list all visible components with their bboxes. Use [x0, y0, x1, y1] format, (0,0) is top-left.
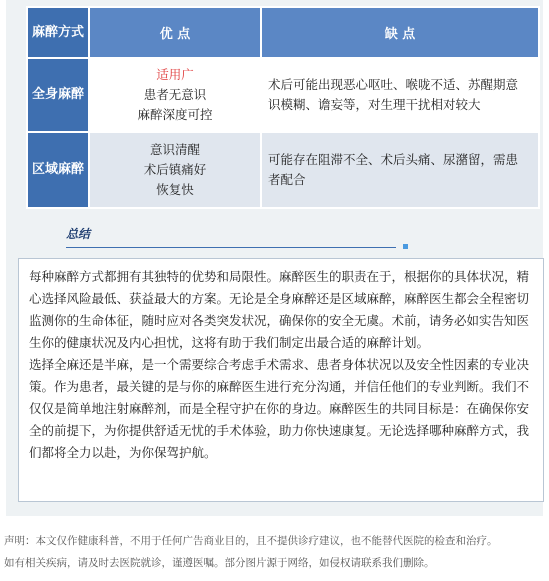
pro-item: 恢复快	[156, 182, 194, 197]
disclaimer-line: 声明：本文仅作健康科普，不用于任何广告商业目的，且不提供诊疗建议，也不能替代医院的检查和治疗。	[4, 535, 498, 547]
summary-paragraph: 每种麻醉方式都拥有其独特的优势和局限性。麻醉医生的职责在于，根据你的具体状况，精心选择风险最低、获益最大的方案。无论是全身麻醉还是区域麻醉，麻醉医生都会全程密切监测你的生命体征，随时应对各类突发状况，确保你的安全无虞。术前，请务必如实告知医生你的健康状况及内心担忧，这将有助于我们制定出最合适的麻醉计划。	[29, 269, 530, 350]
disclaimer-line: 如有相关疾病，请及时去医院就诊，谨遵医嘱。部分图片源于网络，如侵权请联系我们删除。	[4, 557, 435, 569]
pros-general	[89, 58, 261, 132]
row-type-general: 全身麻醉	[27, 58, 89, 132]
summary-box	[18, 258, 544, 502]
pro-item: 患者无意识	[143, 87, 207, 102]
header-method: 麻醉方式	[27, 7, 89, 58]
cons-regional: 可能存在阻滞不全、术后头痛、尿潴留，需患者配合	[261, 132, 539, 208]
pro-item: 意识清醒	[149, 142, 200, 157]
cons-general: 术后可能出现恶心呕吐、喉咙不适、苏醒期意识模糊、谵妄等，对生理干扰相对较大	[261, 58, 539, 132]
summary-title: 总结	[66, 227, 91, 241]
table-row-general	[27, 58, 539, 132]
table-row-regional	[27, 132, 539, 208]
table-header-row	[27, 7, 539, 58]
header-pros: 优 点	[89, 7, 261, 58]
pros-regional	[89, 132, 261, 208]
header-cons: 缺 点	[261, 7, 539, 58]
summary-divider	[66, 247, 396, 248]
summary-paragraph: 选择全麻还是半麻，是一个需要综合考虑手术需求、患者身体状况以及安全性因素的专业决策。作为患者，最关键的是与你的麻醉医生进行充分沟通，并信任他们的专业判断。我们不仅仅是简单地注射麻醉剂，而是全程守护在你的身边。麻醉医生的共同目标是：在确保你安全的前提下，为你提供舒适无忧的手术体验，助力你快速康复。无论选择哪种麻醉方式，我们都将全力以赴，为你保驾护航。	[29, 357, 530, 460]
summary-divider-dot	[403, 244, 408, 249]
disclaimer	[4, 530, 549, 574]
article-background	[6, 0, 543, 516]
pro-item: 适用广	[156, 67, 194, 82]
anesthesia-comparison-table	[26, 6, 540, 209]
pro-item: 术后镇痛好	[143, 162, 207, 177]
pro-item: 麻醉深度可控	[137, 107, 213, 122]
comparison-table-container	[26, 6, 538, 206]
row-type-regional: 区域麻醉	[27, 132, 89, 208]
summary-body	[29, 266, 533, 464]
